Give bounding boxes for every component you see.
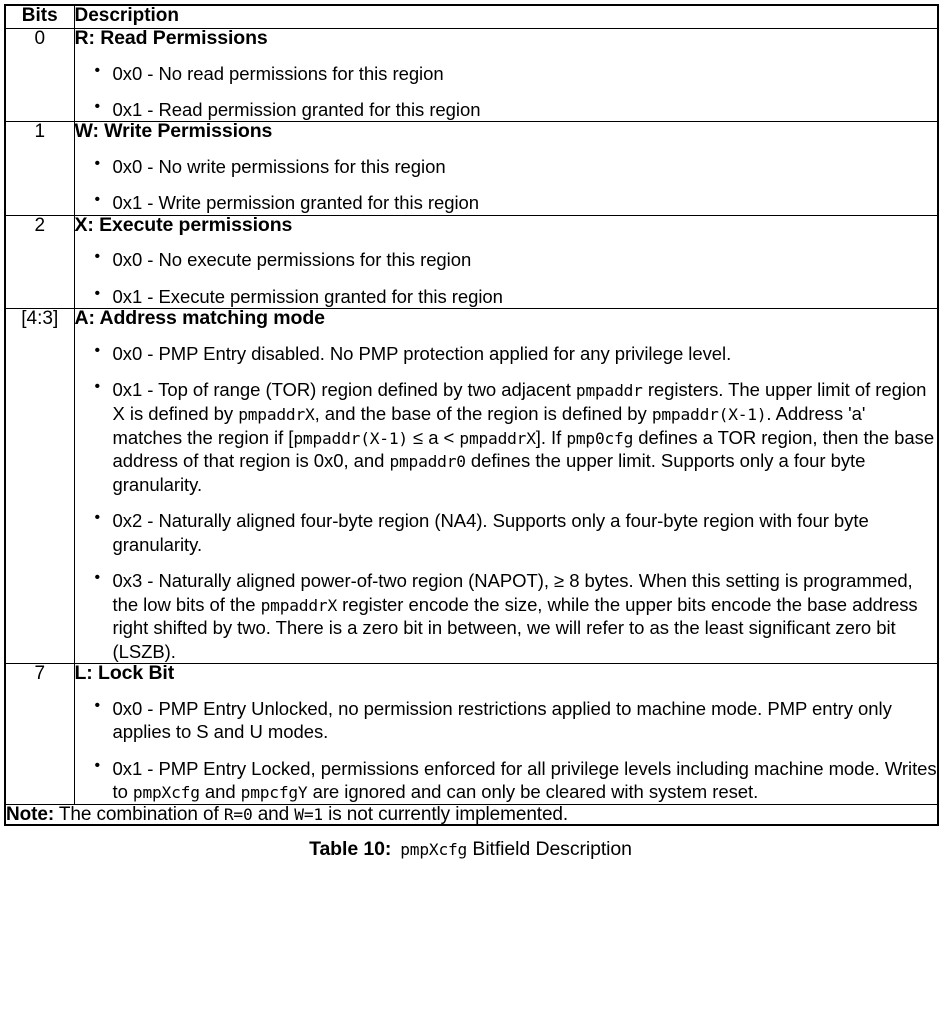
inline-code: pmpXcfg (132, 783, 200, 803)
table-header (5, 5, 938, 29)
inline-code: pmpcfgY (240, 783, 308, 803)
bits-cell: [4:3] (5, 309, 74, 664)
bitfield-table (4, 4, 939, 826)
note-label: Note: (6, 803, 55, 825)
option-list (75, 62, 938, 122)
option-item (75, 509, 938, 556)
description-cell (74, 29, 938, 122)
option-item (75, 569, 938, 663)
inline-code: pmpaddr0 (389, 452, 466, 472)
column-header-bits: Bits (5, 5, 74, 29)
option-item (75, 697, 938, 744)
option-item (75, 191, 938, 214)
option-item (75, 155, 938, 178)
inline-code: W=1 (294, 804, 323, 824)
field-title: W: Write Permissions (74, 120, 273, 143)
inline-code: R=0 (223, 804, 253, 824)
text-run: 0x1 - PMP Entry Locked, permissions enforced for all privilege levels including machine mode. Writes to (112, 757, 937, 803)
text-run: 0x0 - No execute permissions for this region (112, 249, 472, 271)
bits-cell: 1 (5, 122, 74, 215)
bits-cell: 0 (5, 29, 74, 122)
text-run: 0x0 - PMP Entry disabled. No PMP protection applied for any privilege level. (112, 342, 732, 364)
description-cell (74, 122, 938, 215)
text-run: 0x0 - PMP Entry Unlocked, no permission restrictions applied to machine mode. PMP entry only applies to S and U modes. (112, 697, 892, 743)
text-run: 0x1 - Top of range (TOR) region defined by two adjacent (112, 379, 576, 401)
option-item (75, 378, 938, 496)
caption-text: Bitfield Description (467, 837, 632, 860)
description-cell (74, 215, 938, 308)
inline-code: pmpaddrX (459, 428, 536, 448)
option-item (75, 248, 938, 271)
table-row (5, 664, 938, 805)
field-title: A: Address matching mode (74, 307, 325, 330)
caption-code: pmpXcfg (400, 839, 468, 859)
text-run: 0x2 - Naturally aligned four-byte region (NA4). Supports only a four-byte region with four byte granularity. (112, 510, 869, 555)
text-run: 0x1 - Execute permission granted for this region (112, 285, 503, 307)
text-run: defines the upper limit. Supports only a four byte granularity. (112, 450, 866, 495)
caption-label: Table 10: (309, 837, 392, 860)
text-run: ]. If (535, 426, 567, 448)
text-run: ≤ a < (407, 426, 460, 448)
text-run: and (252, 803, 295, 825)
text-run: and (199, 781, 241, 803)
option-item (75, 342, 938, 365)
text-run: are ignored and can only be cleared with system reset. (307, 781, 759, 803)
field-title: R: Read Permissions (74, 27, 268, 49)
text-run: , and the base of the region is defined by (314, 402, 652, 424)
inline-code: pmpaddrX (238, 404, 315, 424)
option-list (75, 342, 938, 663)
bits-cell: 7 (5, 664, 74, 805)
note-cell (5, 804, 938, 825)
option-list (75, 697, 938, 804)
text-run: is not currently implemented. (322, 803, 569, 825)
option-item (75, 757, 938, 804)
table-row (5, 215, 938, 308)
column-header-description: Description (74, 5, 938, 29)
table-caption (4, 826, 937, 860)
text-run: 0x0 - No read permissions for this region (112, 62, 444, 84)
option-list (75, 248, 938, 308)
inline-code: pmp0cfg (566, 428, 634, 448)
inline-code: pmpaddr(X-1) (651, 404, 767, 424)
table-body (5, 29, 938, 825)
text-run: defines a TOR region, then the base address of that region is 0x0, and (112, 426, 935, 472)
text-run: registers. The upper limit of region X is defined by (112, 379, 927, 424)
note-row (5, 804, 938, 825)
field-title: L: Lock Bit (74, 662, 175, 685)
table-row (5, 122, 938, 215)
inline-code: pmpaddr(X-1) (293, 428, 408, 448)
option-list (75, 155, 938, 215)
inline-code: pmpaddr (575, 381, 643, 401)
field-title: X: Execute permissions (74, 213, 293, 236)
text-run: 0x3 - Naturally aligned power-of-two region (NAPOT), ≥ 8 bytes. When this setting is programmed, the low bits of the (112, 570, 913, 615)
option-item (75, 98, 938, 121)
text-run: 0x1 - Write permission granted for this region (112, 192, 479, 214)
description-cell (74, 309, 938, 664)
bits-cell: 2 (5, 215, 74, 308)
option-item (75, 62, 938, 85)
inline-code: pmpaddrX (260, 595, 337, 615)
text-run: 0x1 - Read permission granted for this region (112, 98, 481, 120)
text-run: 0x0 - No write permissions for this region (112, 155, 446, 177)
description-cell (74, 664, 938, 805)
option-item (75, 285, 938, 308)
table-row (5, 309, 938, 664)
text-run: . Address 'a' matches the region if [ (112, 402, 866, 448)
table-row (5, 29, 938, 122)
text-run: The combination of (54, 803, 224, 825)
text-run: register encode the size, while the upper bits encode the base address right shifted by two. There is a zero bit in between, we will refer to as the least significant zero bit (LSZB). (112, 593, 918, 662)
table-header-row (5, 5, 938, 29)
